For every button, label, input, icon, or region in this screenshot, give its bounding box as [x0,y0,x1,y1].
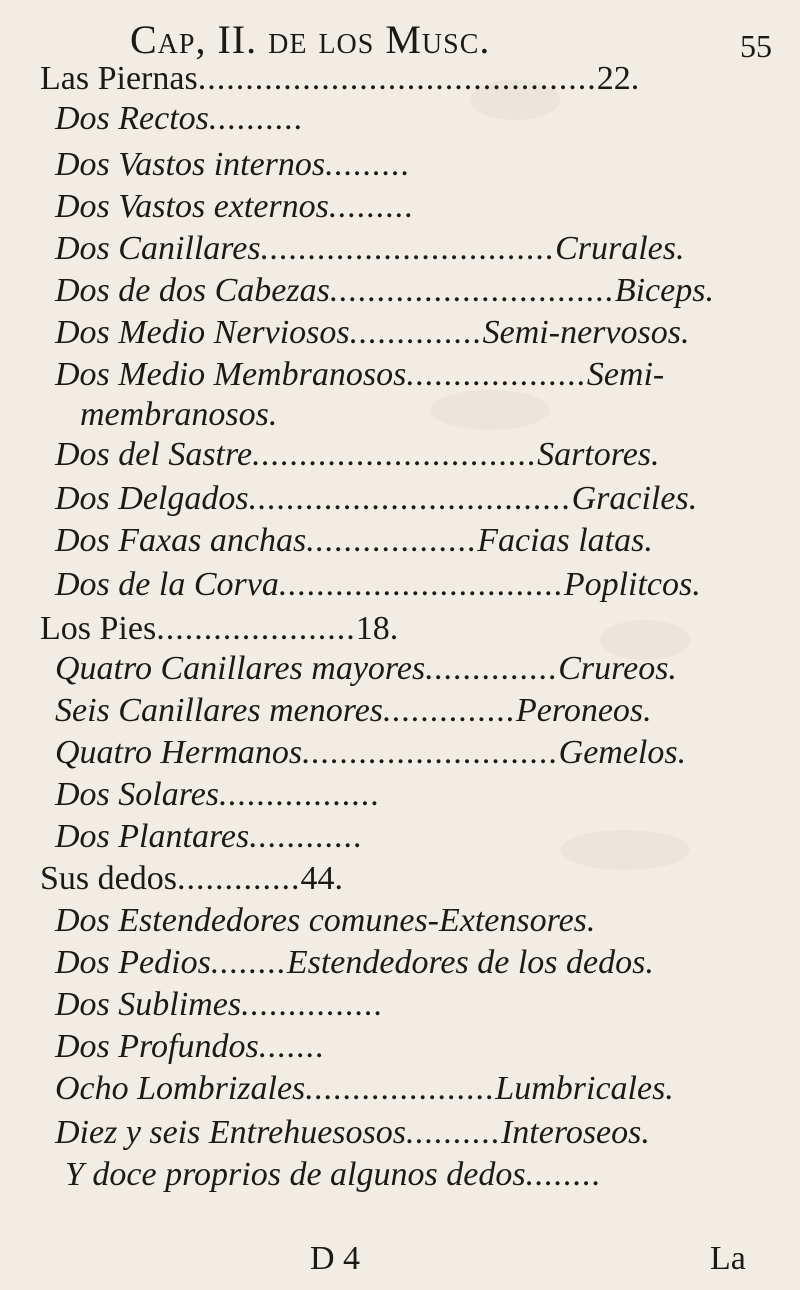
entry-leader-dots: ....... [258,1028,326,1065]
entry-name: Dos Vastos internos [55,146,326,183]
entry-line [55,652,677,686]
entry-value: Semi- [586,356,665,393]
entry-line [55,482,697,516]
entry-value: 22. [596,60,640,97]
entry-value: Crurales. [555,230,685,267]
entry-line [55,1072,674,1106]
entry-leader-dots: ............ [249,818,364,855]
entry-name: Dos Rectos [55,100,209,137]
entry-line [55,102,304,136]
entry-leader-dots: .................. [306,522,478,559]
entry-line [55,820,363,854]
entry-name: Diez y seis Entrehuesosos [55,1114,406,1151]
paper-stain [560,830,690,870]
entry-value: Facias latas. [477,522,653,559]
entry-line [55,1030,325,1064]
entry-name: Dos Medio Nerviosos [55,314,350,351]
entry-value: Graciles. [571,480,698,517]
entry-name: Dos de la Corva [55,566,279,603]
entry-value: Sartores. [537,436,660,473]
entry-line [40,862,343,896]
entry-line [55,148,411,182]
entry-line [55,946,654,980]
entry-leader-dots: ............. [176,860,301,897]
entry-line [65,1158,602,1192]
entry-name: Las Piernas [40,60,198,97]
entry-name: Dos Sublimes [55,986,242,1023]
entry-leader-dots: ............................... [260,230,556,267]
entry-line [55,232,685,266]
entry-name: membranosos. [80,396,278,433]
entry-line [55,736,686,770]
entry-line [55,904,595,938]
entry-name: Dos del Sastre [55,436,253,473]
entry-line [55,358,664,392]
entry-leader-dots: .............. [349,314,483,351]
entry-leader-dots: .............. [425,650,559,687]
entry-value: Interoseos. [500,1114,650,1151]
entry-leader-dots: ........................... [302,734,559,771]
entry-leader-dots: ..................... [156,610,356,647]
entry-value: 44. [300,860,343,897]
entry-name: Dos de dos Cabezas [55,272,330,309]
entry-leader-dots: .......... [208,100,304,137]
entry-name: Dos Vastos externos [55,188,329,225]
entry-leader-dots: .......................................... [197,60,597,97]
entry-leader-dots: .............................. [278,566,564,603]
entry-value: Lumbricales. [495,1070,674,1107]
entry-line [55,988,384,1022]
entry-leader-dots: ................... [406,356,587,393]
entry-line [55,694,652,728]
entry-name: Dos Profundos [55,1028,259,1065]
entry-value: 18. [355,610,399,647]
entry-line [55,438,660,472]
entry-leader-dots: .............. [383,692,517,729]
entry-value: Peroneos. [516,692,652,729]
entry-name: Sus dedos [40,860,177,897]
entry-name: Y doce proprios de algunos dedos [65,1156,526,1193]
entry-leader-dots: .................... [305,1070,496,1107]
entry-name: Dos Canillares [55,230,261,267]
entry-line [55,190,414,224]
entry-value: Estendedores de los dedos. [286,944,654,981]
catchword: La [710,1240,746,1277]
page-number: 55 [740,28,772,64]
entry-line [55,568,701,602]
entry-line [40,612,398,646]
signature-mark: D 4 [310,1240,361,1277]
paper-stain [430,390,550,430]
entry-leader-dots: ........ [525,1156,602,1193]
entry-name: Los Pies [40,610,157,647]
entry-leader-dots: ........ [210,944,287,981]
entry-value: Crureos. [558,650,677,687]
entry-name: Dos Medio Membranosos [55,356,407,393]
entry-value: Poplitcos. [563,566,701,603]
entry-line [40,62,639,96]
entry-leader-dots: .............................. [329,272,615,309]
entry-leader-dots: .......... [405,1114,501,1151]
entry-leader-dots: .............................. [252,436,538,473]
page-footer [0,1240,800,1285]
entry-name: Dos Pedios [55,944,211,981]
entry-value: Semi-nervosos. [482,314,690,351]
entry-line [55,524,653,558]
entry-name: Ocho Lombrizales [55,1070,306,1107]
running-title: Cap, II. de los Musc. [130,17,491,62]
entry-leader-dots: ............... [241,986,384,1023]
entry-name: Dos Estendedores comunes-Extensores. [55,902,596,939]
entry-name: Dos Faxas anchas [55,522,307,559]
entry-name: Quatro Hermanos [55,734,303,771]
entry-name: Dos Solares [55,776,220,813]
entry-line [55,778,381,812]
entry-leader-dots: ................. [219,776,381,813]
entry-name: Quatro Canillares mayores [55,650,426,687]
entry-line [55,1116,650,1150]
entry-line [55,316,689,350]
entry-name: Seis Canillares menores [55,692,384,729]
entry-line [80,398,277,432]
entry-value: Gemelos. [558,734,687,771]
entry-line [55,274,714,308]
entry-value: Biceps. [614,272,714,309]
entry-name: Dos Plantares [55,818,250,855]
entry-leader-dots: ......... [328,188,415,225]
entry-leader-dots: .................................. [248,480,572,517]
entry-leader-dots: ......... [325,146,411,183]
running-header [0,10,800,64]
entry-name: Dos Delgados [55,480,249,517]
